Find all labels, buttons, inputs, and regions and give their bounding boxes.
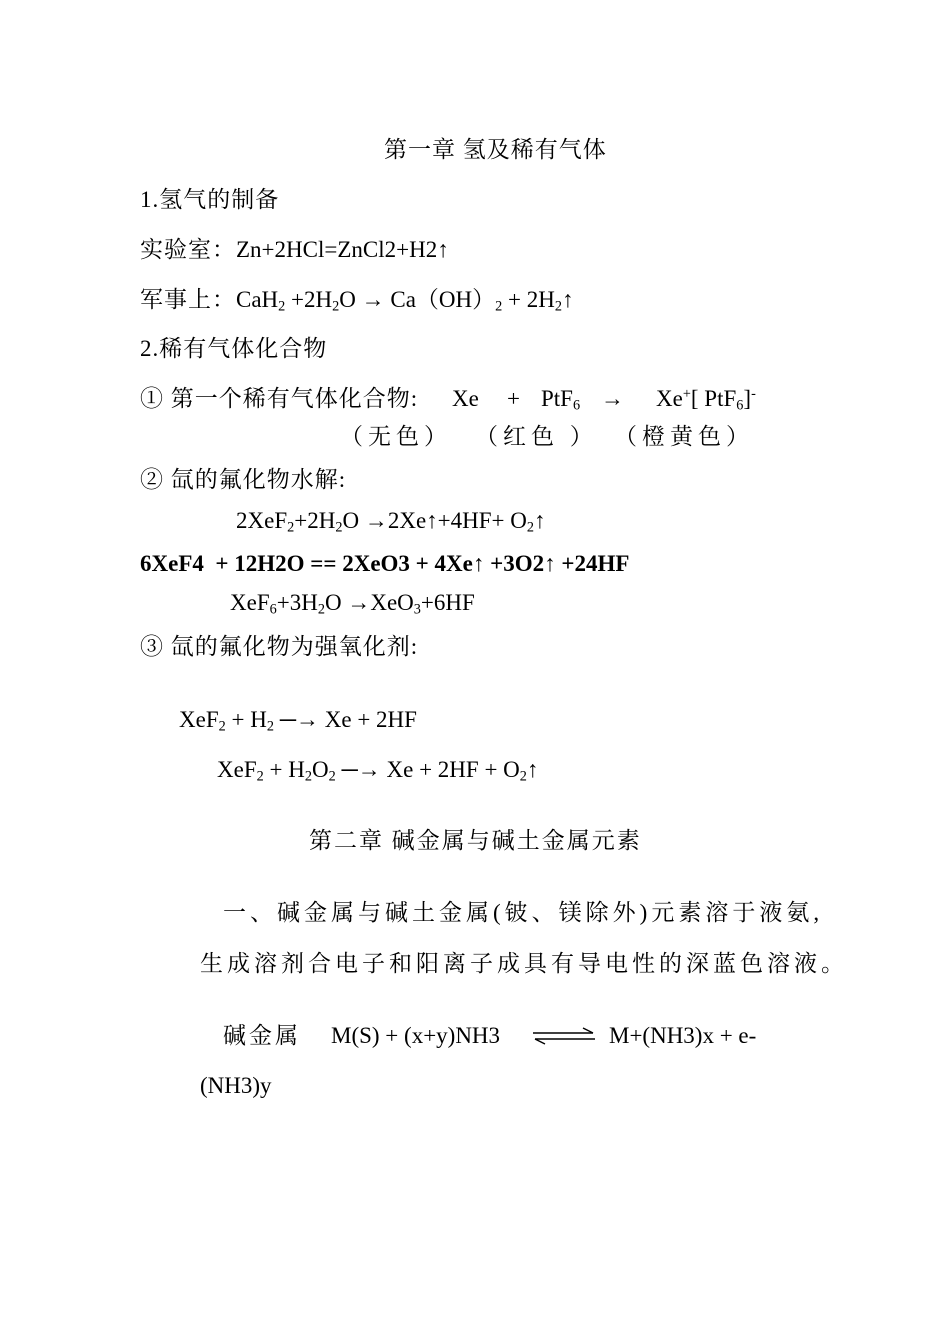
chapter1-title: 第一章 氢及稀有气体 xyxy=(384,137,607,162)
military-equation: $CaH_2 +2H_2O \to Ca(OH)_2$ + $2H_2↑$ xyxy=(236,287,574,315)
item1-label: ① 第一个稀有气体化合物: xyxy=(140,386,419,411)
item2-equation1: $2XeF_2+2H_2O$ →2Xe↑+4HF+ $O_2↑$ xyxy=(236,508,546,536)
item3-equation1: $XeF_2 + H_2$ ─→ Xe + 2HF xyxy=(179,707,417,735)
alkali-equation-continuation: (NH3)y xyxy=(200,1073,272,1098)
item1-color-product: （橙黄色） xyxy=(614,424,754,449)
military-label: 军事上： xyxy=(140,287,236,312)
alkali-equation-left: M(S) + (x+y)NH3 xyxy=(331,1023,501,1048)
lab-label: 实验室： xyxy=(140,237,236,262)
item1-color-ptf6: （红色 ） xyxy=(475,424,598,449)
item1-arrow: → xyxy=(601,386,624,411)
lab-equation-line xyxy=(140,238,449,261)
chapter2-title: 第二章 碱金属与碱土金属元素 xyxy=(309,828,642,853)
item1-ptf6: PtF$_6$ xyxy=(541,386,581,414)
military-equation-line xyxy=(140,287,574,315)
item1-color-xe: （无色） xyxy=(340,424,452,449)
item1-plus: + xyxy=(507,386,520,411)
item2-equation2: 6XeF4 + 12H2O == 2XeO3 + 4Xe↑ +3O2↑ +24HF xyxy=(140,551,630,576)
item3-label: ③ 氙的氟化物为强氧化剂: xyxy=(140,634,419,659)
item3-equation2: $XeF_2 + H_2O_2$ ─→ $Xe + 2HF + O_2↑$ xyxy=(217,757,539,785)
lab-equation: Zn+2HCl=ZnCl2+H2↑ xyxy=(236,237,449,262)
item1-product: Xe+[ PtF$_6$]- xyxy=(656,386,756,414)
chapter2-paragraph-line2: 生成溶剂合电子和阳离子成具有导电性的深蓝色溶液。 xyxy=(200,951,848,976)
item2-label: ② 氙的氟化物水解: xyxy=(140,467,347,492)
section1-heading: 1.氢气的制备 xyxy=(140,187,280,212)
item2-equation3: $XeF_6+3H_2O \to XeO_3+6HF$ xyxy=(230,590,475,618)
section2-heading: 2.稀有气体化合物 xyxy=(140,336,328,361)
chapter2-paragraph-line1: 一、碱金属与碱土金属(铍、镁除外)元素溶于液氨, xyxy=(223,900,824,925)
alkali-equation-right: M+(NH3)x + e- xyxy=(609,1023,757,1048)
equilibrium-arrow-icon xyxy=(531,1027,597,1045)
alkali-metal-label: 碱金属 xyxy=(223,1023,301,1048)
item1-xe: Xe xyxy=(452,386,479,411)
